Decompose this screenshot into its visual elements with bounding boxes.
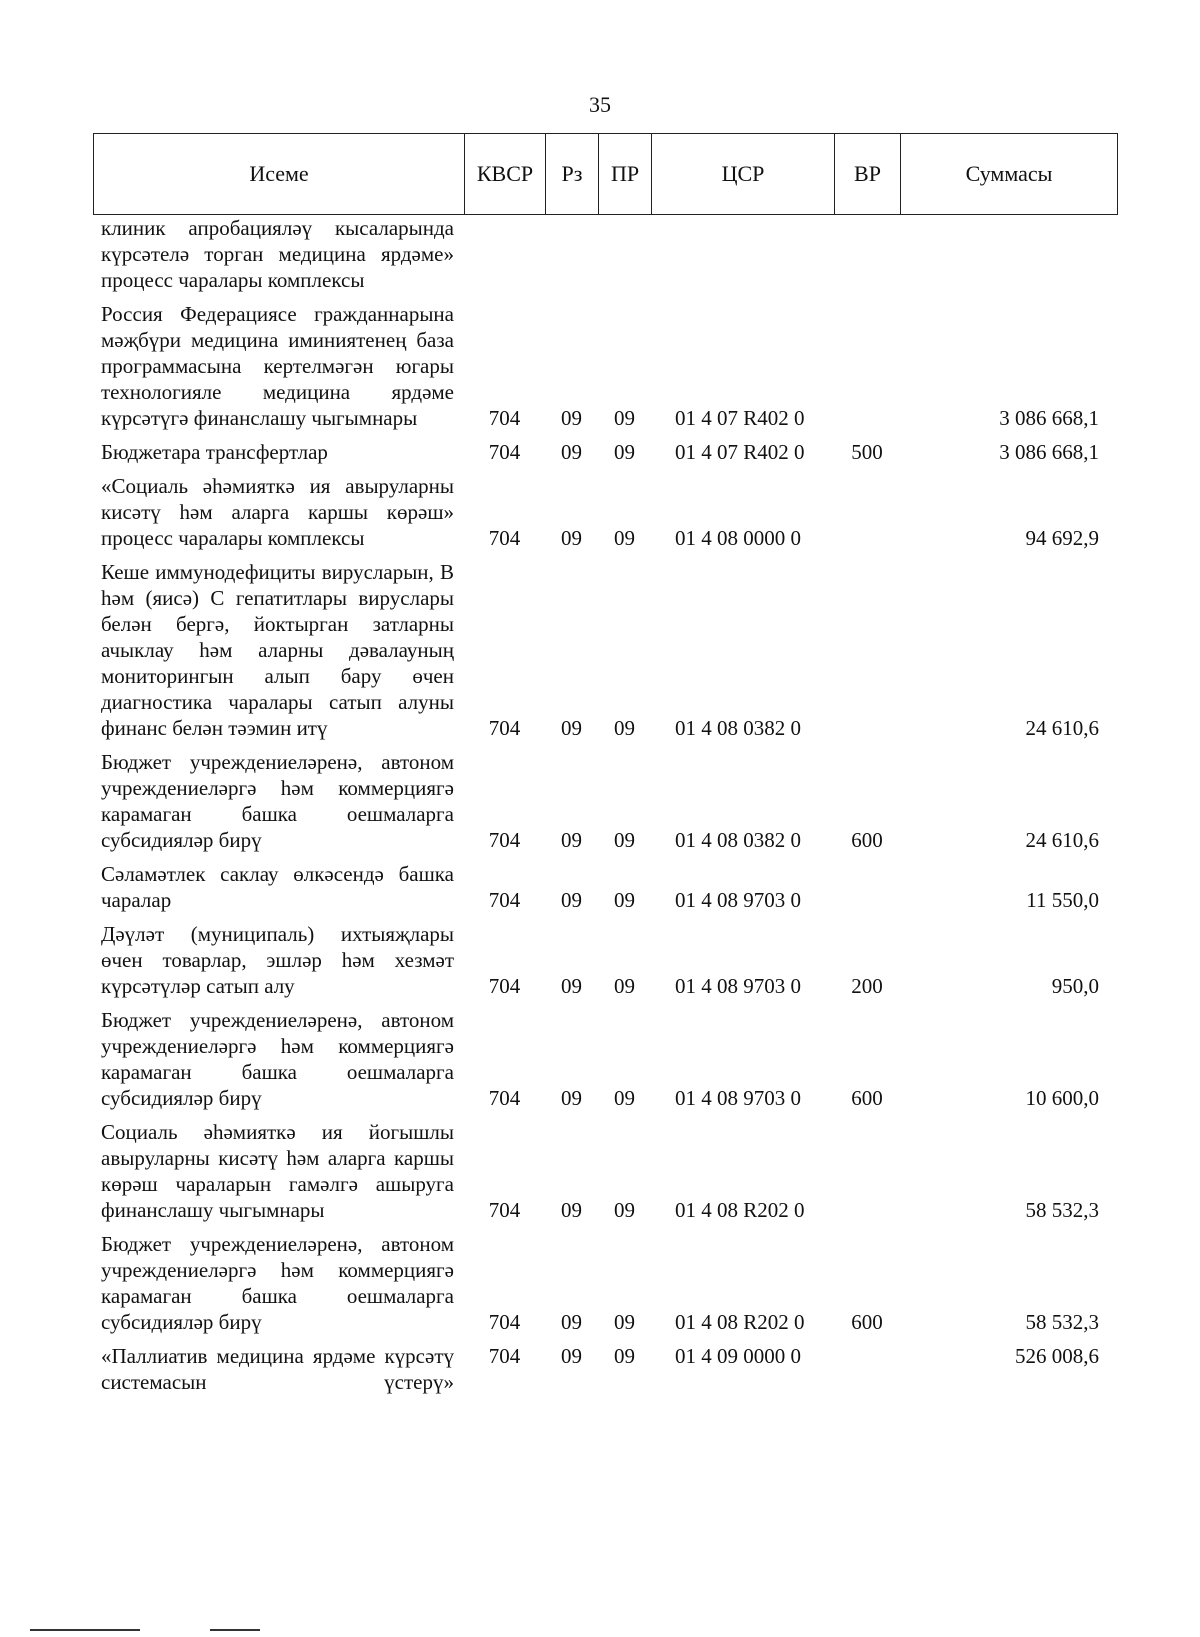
table-header (93, 133, 1118, 215)
row-vr: 600 (851, 1310, 883, 1334)
row-csr: 01 4 08 9703 0 (675, 1086, 801, 1110)
row-csr: 01 4 08 0000 0 (675, 526, 801, 550)
row-kvsr: 704 (488, 1344, 521, 1368)
table-row (93, 749, 1117, 861)
row-kvsr: 704 (488, 828, 521, 852)
row-vr: 200 (851, 974, 883, 998)
row-pr (598, 215, 651, 301)
table-row (93, 473, 1117, 559)
row-pr: 09 (614, 1310, 635, 1334)
row-vr (834, 1119, 900, 1231)
row-kvsr (464, 215, 545, 301)
row-vr (834, 559, 900, 749)
row-pr: 09 (614, 526, 635, 550)
budget-table (93, 215, 1117, 1403)
row-sum: 24 610,6 (1025, 716, 1099, 740)
row-kvsr: 704 (488, 1310, 521, 1334)
table-row (93, 1231, 1117, 1343)
row-name: «Социаль əһəмияткə ия авыруларны кисəтү һəм аларга каршы көрəш» процесс чаралары комплексы (101, 474, 454, 550)
row-rz: 09 (561, 406, 582, 430)
row-name: Социаль əһəмияткə ия йогышлы авыруларны кисəтү һəм аларга каршы көрəш чараларын гамəлгə ашыруга финанслашу чыгымнары (101, 1120, 454, 1222)
table-row (93, 215, 1117, 301)
header-sum: Суммасы (901, 134, 1118, 215)
row-rz: 09 (561, 828, 582, 852)
row-sum: 3 086 668,1 (999, 406, 1099, 430)
row-name: «Паллиатив медицина ярдəме күрсəтү системасын үстерү» (101, 1344, 454, 1394)
scan-artifact-line (210, 1629, 260, 1631)
row-sum: 24 610,6 (1025, 828, 1099, 852)
row-rz: 09 (561, 716, 582, 740)
header-pr: ПР (599, 134, 652, 215)
table-row (93, 1007, 1117, 1119)
row-csr: 01 4 08 R202 0 (675, 1198, 805, 1222)
row-vr (834, 473, 900, 559)
table-row (93, 1119, 1117, 1231)
scan-artifact-line (30, 1629, 140, 1631)
row-sum: 58 532,3 (1025, 1198, 1099, 1222)
row-rz: 09 (561, 1344, 582, 1368)
header-kvsr: КВСР (465, 134, 546, 215)
row-name: Кеше иммунодефициты вирусларын, B һəм (яисə) C гепатитлары вируслары белəн бергə, йоктырган затларны ачыклау һəм аларны дəвалауның мониторингын алып бару өчен диагностика чаралары сатып алуны финанс белəн тəэмин итү (101, 560, 454, 740)
header-name: Исеме (94, 134, 465, 215)
row-name: Сəламəтлек саклау өлкəсендə башка чаралар (101, 862, 454, 912)
row-sum: 526 008,6 (1015, 1344, 1099, 1368)
table-row (93, 559, 1117, 749)
row-sum: 94 692,9 (1025, 526, 1099, 550)
row-vr: 600 (851, 828, 883, 852)
row-kvsr: 704 (488, 526, 521, 550)
row-name: Бюджет учреждениелəренə, автоном учреждениелəргə һəм коммерциягə карамаган башка оешмаларга субсидиялəр бирү (101, 1232, 454, 1334)
row-vr: 500 (851, 440, 883, 464)
row-csr: 01 4 09 0000 0 (675, 1344, 801, 1368)
row-rz: 09 (561, 974, 582, 998)
table-row (93, 861, 1117, 921)
row-csr (651, 215, 834, 301)
row-kvsr: 704 (488, 406, 521, 430)
row-kvsr: 704 (488, 888, 521, 912)
header-csr: ЦСР (652, 134, 835, 215)
header-vr: ВР (835, 134, 901, 215)
row-vr (834, 215, 900, 301)
row-rz: 09 (561, 1310, 582, 1334)
row-kvsr: 704 (488, 440, 521, 464)
row-vr (834, 861, 900, 921)
table-row (93, 921, 1117, 1007)
row-kvsr: 704 (488, 1086, 521, 1110)
row-sum: 3 086 668,1 (999, 440, 1099, 464)
row-pr: 09 (614, 716, 635, 740)
row-rz: 09 (561, 526, 582, 550)
row-sum: 950,0 (1051, 974, 1099, 998)
row-sum: 11 550,0 (1026, 888, 1099, 912)
row-pr: 09 (614, 974, 635, 998)
row-name: Дəүлəт (муниципаль) ихтыяҗлары өчен товарлар, эшлəр һəм хезмəт күрсəтүлəр сатып алу (101, 922, 454, 998)
row-name: Бюджетара трансфертлар (101, 440, 328, 464)
row-vr: 600 (851, 1086, 883, 1110)
row-csr: 01 4 08 0382 0 (675, 828, 801, 852)
row-pr: 09 (614, 440, 635, 464)
table-row (93, 301, 1117, 439)
row-rz: 09 (561, 888, 582, 912)
header-rz: Рз (546, 134, 599, 215)
page-number: 35 (589, 92, 611, 117)
row-vr (834, 1343, 900, 1403)
row-csr: 01 4 08 9703 0 (675, 888, 801, 912)
row-pr: 09 (614, 828, 635, 852)
row-pr: 09 (614, 1344, 635, 1368)
row-csr: 01 4 07 R402 0 (675, 440, 805, 464)
row-csr: 01 4 07 R402 0 (675, 406, 805, 430)
row-kvsr: 704 (488, 974, 521, 998)
row-name: Россия Федерациясе гражданнарына мəҗбүри медицина иминиятенең база программасына кертелмəгəн югары технологияле медицина ярдəме күрсəтүгə финанслашу чыгымнары (101, 302, 454, 430)
row-pr: 09 (614, 1198, 635, 1222)
row-name: Бюджет учреждениелəренə, автоном учреждениелəргə һəм коммерциягə карамаган башка оешмаларга субсидиялəр бирү (101, 750, 454, 852)
table-row (93, 439, 1117, 473)
row-kvsr: 704 (488, 716, 521, 740)
table-row (93, 1343, 1117, 1403)
row-rz: 09 (561, 1198, 582, 1222)
row-kvsr: 704 (488, 1198, 521, 1222)
row-name: клиник апробациялəү кысаларында күрсəтелə торган медицина ярдəме» процесс чаралары комплексы (101, 216, 454, 292)
row-sum: 10 600,0 (1025, 1086, 1099, 1110)
row-csr: 01 4 08 R202 0 (675, 1310, 805, 1334)
row-name: Бюджет учреждениелəренə, автоном учреждениелəргə һəм коммерциягə карамаган башка оешмаларга субсидиялəр бирү (101, 1008, 454, 1110)
row-pr: 09 (614, 1086, 635, 1110)
row-sum: 58 532,3 (1025, 1310, 1099, 1334)
row-csr: 01 4 08 9703 0 (675, 974, 801, 998)
row-rz: 09 (561, 1086, 582, 1110)
row-rz: 09 (561, 440, 582, 464)
row-rz (545, 215, 598, 301)
row-vr (834, 301, 900, 439)
row-pr: 09 (614, 888, 635, 912)
row-sum (900, 215, 1117, 301)
row-pr: 09 (614, 406, 635, 430)
row-csr: 01 4 08 0382 0 (675, 716, 801, 740)
